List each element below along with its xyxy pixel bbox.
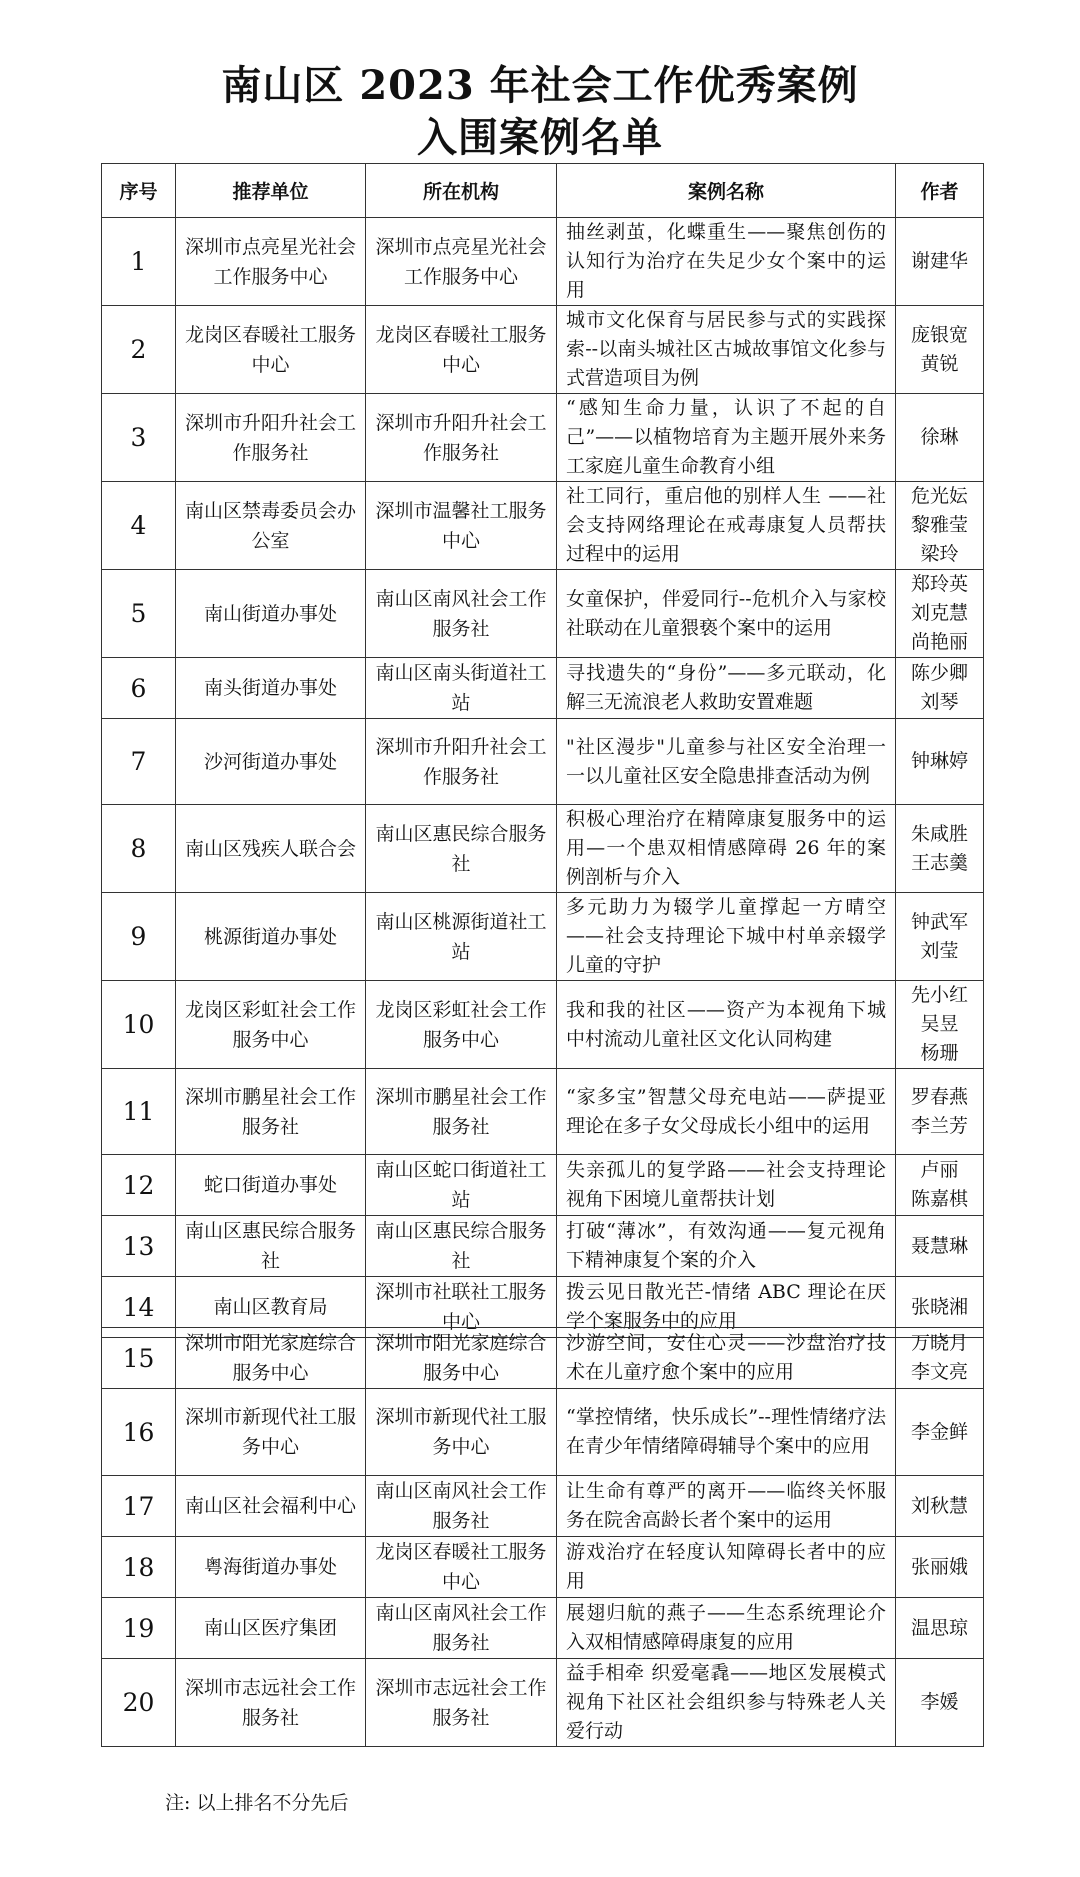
row-unit: 南山区教育局 <box>176 1277 366 1338</box>
case-list-table-part2 <box>101 1327 984 1747</box>
row-author: 温思琼 <box>896 1598 984 1659</box>
row-author: 张晓湘 <box>896 1277 984 1338</box>
row-unit: 深圳市升阳升社会工作服务社 <box>176 394 366 482</box>
row-org: 深圳市升阳升社会工作服务社 <box>366 719 557 805</box>
row-author: 陈少卿 刘琴 <box>896 658 984 719</box>
table-row <box>102 805 984 893</box>
row-org: 南山区南头街道社工站 <box>366 658 557 719</box>
row-author: 危光妘 黎雅莹 梁玲 <box>896 482 984 570</box>
row-unit: 南山街道办事处 <box>176 570 366 658</box>
row-no: 10 <box>102 981 176 1069</box>
row-unit: 深圳市志远社会工作服务社 <box>176 1659 366 1747</box>
row-unit: 深圳市新现代社工服务中心 <box>176 1389 366 1476</box>
table-row <box>102 893 984 981</box>
row-unit: 南山区医疗集团 <box>176 1598 366 1659</box>
table-row <box>102 1659 984 1747</box>
row-org: 深圳市鹏星社会工作服务社 <box>366 1069 557 1155</box>
row-org: 南山区蛇口街道社工站 <box>366 1155 557 1216</box>
row-author: 万晓月 李文亮 <box>896 1328 984 1389</box>
page-subtitle: 入围案例名单 <box>417 114 663 161</box>
row-no: 1 <box>102 218 176 306</box>
table-row <box>102 1328 984 1389</box>
row-no: 8 <box>102 805 176 893</box>
header-org: 所在机构 <box>366 164 557 218</box>
row-case-name: “掌控情绪，快乐成长”--理性情绪疗法在青少年情绪障碍辅导个案中的应用 <box>557 1389 896 1476</box>
row-no: 4 <box>102 482 176 570</box>
row-case-name: 展翅归航的燕子——生态系统理论介入双相情感障碍康复的应用 <box>557 1598 896 1659</box>
row-unit: 桃源街道办事处 <box>176 893 366 981</box>
row-no: 11 <box>102 1069 176 1155</box>
row-author: 朱咸胜 王志羹 <box>896 805 984 893</box>
row-org: 南山区南风社会工作服务社 <box>366 1598 557 1659</box>
row-author: 张丽娥 <box>896 1537 984 1598</box>
table-row <box>102 1476 984 1537</box>
row-case-name: 让生命有尊严的离开——临终关怀服务在院舍高龄长者个案中的运用 <box>557 1476 896 1537</box>
row-no: 14 <box>102 1277 176 1338</box>
header-author: 作者 <box>896 164 984 218</box>
header-no: 序号 <box>102 164 176 218</box>
row-org: 龙岗区春暖社工服务中心 <box>366 306 557 394</box>
row-author: 钟琳婷 <box>896 719 984 805</box>
row-org: 龙岗区彩虹社会工作服务中心 <box>366 981 557 1069</box>
row-org: 南山区惠民综合服务社 <box>366 1216 557 1277</box>
row-author: 聂慧琳 <box>896 1216 984 1277</box>
row-no: 15 <box>102 1328 176 1389</box>
row-case-name: “家多宝”智慧父母充电站——萨提亚理论在多子女父母成长小组中的运用 <box>557 1069 896 1155</box>
row-no: 9 <box>102 893 176 981</box>
row-case-name: 打破“薄冰”，有效沟通——复元视角下精神康复个案的介入 <box>557 1216 896 1277</box>
row-unit: 深圳市鹏星社会工作服务社 <box>176 1069 366 1155</box>
row-case-name: 益手相牵 织爱毫毳——地区发展模式视角下社区社会组织参与特殊老人关爱行动 <box>557 1659 896 1747</box>
row-no: 5 <box>102 570 176 658</box>
footnote: 注: 以上排名不分先后 <box>165 1792 349 1814</box>
table-row <box>102 1537 984 1598</box>
row-case-name: 城市文化保育与居民参与式的实践探索--以南头城社区古城故事馆文化参与式营造项目为例 <box>557 306 896 394</box>
row-no: 13 <box>102 1216 176 1277</box>
row-author: 李金鲜 <box>896 1389 984 1476</box>
table-row <box>102 1598 984 1659</box>
row-unit: 深圳市阳光家庭综合服务中心 <box>176 1328 366 1389</box>
header-unit: 推荐单位 <box>176 164 366 218</box>
table-row <box>102 1389 984 1476</box>
row-unit: 蛇口街道办事处 <box>176 1155 366 1216</box>
row-org: 龙岗区春暖社工服务中心 <box>366 1537 557 1598</box>
table-row <box>102 1216 984 1277</box>
row-unit: 南头街道办事处 <box>176 658 366 719</box>
row-author: 卢丽 陈嘉棋 <box>896 1155 984 1216</box>
row-org: 深圳市社联社工服务中心 <box>366 1277 557 1338</box>
row-unit: 深圳市点亮星光社会工作服务中心 <box>176 218 366 306</box>
row-org: 深圳市新现代社工服务中心 <box>366 1389 557 1476</box>
row-case-name: 沙游空间，安住心灵——沙盘治疗技术在儿童疗愈个案中的应用 <box>557 1328 896 1389</box>
row-case-name: 多元助力为辍学儿童撑起一方晴空——社会支持理论下城中村单亲辍学儿童的守护 <box>557 893 896 981</box>
table-row <box>102 1155 984 1216</box>
row-org: 南山区惠民综合服务社 <box>366 805 557 893</box>
row-org: 深圳市升阳升社会工作服务社 <box>366 394 557 482</box>
row-author: 徐琳 <box>896 394 984 482</box>
row-case-name: "社区漫步"儿童参与社区安全治理一一以儿童社区安全隐患排查活动为例 <box>557 719 896 805</box>
row-author: 郑玲英 刘克慧 尚艳丽 <box>896 570 984 658</box>
row-case-name: 失亲孤儿的复学路——社会支持理论视角下困境儿童帮扶计划 <box>557 1155 896 1216</box>
row-case-name: 游戏治疗在轻度认知障碍长者中的应用 <box>557 1537 896 1598</box>
table-row <box>102 719 984 805</box>
row-no: 7 <box>102 719 176 805</box>
row-unit: 南山区惠民综合服务社 <box>176 1216 366 1277</box>
row-no: 17 <box>102 1476 176 1537</box>
row-no: 19 <box>102 1598 176 1659</box>
row-unit: 龙岗区彩虹社会工作服务中心 <box>176 981 366 1069</box>
row-unit: 龙岗区春暖社工服务中心 <box>176 306 366 394</box>
row-author: 谢建华 <box>896 218 984 306</box>
row-unit: 粤海街道办事处 <box>176 1537 366 1598</box>
table-row <box>102 1069 984 1155</box>
table-row <box>102 981 984 1069</box>
table-header-row <box>102 164 984 218</box>
row-no: 6 <box>102 658 176 719</box>
header-case: 案例名称 <box>557 164 896 218</box>
row-no: 18 <box>102 1537 176 1598</box>
row-author: 李媛 <box>896 1659 984 1747</box>
row-case-name: “感知生命力量，认识了不起的自己”——以植物培育为主题开展外来务工家庭儿童生命教育小组 <box>557 394 896 482</box>
row-no: 12 <box>102 1155 176 1216</box>
row-case-name: 我和我的社区——资产为本视角下城中村流动儿童社区文化认同构建 <box>557 981 896 1069</box>
row-org: 南山区桃源街道社工站 <box>366 893 557 981</box>
row-unit: 南山区社会福利中心 <box>176 1476 366 1537</box>
row-case-name: 社工同行，重启他的别样人生 ——社会支持网络理论在戒毒康复人员帮扶过程中的运用 <box>557 482 896 570</box>
table-row <box>102 306 984 394</box>
row-no: 3 <box>102 394 176 482</box>
case-list-table-part1 <box>101 163 984 1338</box>
row-org: 深圳市志远社会工作服务社 <box>366 1659 557 1747</box>
row-unit: 南山区禁毒委员会办公室 <box>176 482 366 570</box>
row-author: 钟武军 刘莹 <box>896 893 984 981</box>
row-case-name: 寻找遗失的“身份”——多元联动，化解三无流浪老人救助安置难题 <box>557 658 896 719</box>
row-case-name: 积极心理治疗在精障康复服务中的运用—一个患双相情感障碍 26 年的案例剖析与介入 <box>557 805 896 893</box>
row-author: 庞银宽 黄锐 <box>896 306 984 394</box>
row-org: 深圳市温馨社工服务中心 <box>366 482 557 570</box>
table-row <box>102 394 984 482</box>
row-org: 深圳市点亮星光社会工作服务中心 <box>366 218 557 306</box>
row-author: 刘秋慧 <box>896 1476 984 1537</box>
row-case-name: 抽丝剥茧，化蝶重生——聚焦创伤的认知行为治疗在失足少女个案中的运用 <box>557 218 896 306</box>
table-row <box>102 482 984 570</box>
row-org: 南山区南风社会工作服务社 <box>366 570 557 658</box>
table-row <box>102 658 984 719</box>
row-no: 2 <box>102 306 176 394</box>
row-author: 先小红 吴昱 杨珊 <box>896 981 984 1069</box>
table-row <box>102 218 984 306</box>
row-org: 深圳市阳光家庭综合服务中心 <box>366 1328 557 1389</box>
row-author: 罗春燕 李兰芳 <box>896 1069 984 1155</box>
row-no: 16 <box>102 1389 176 1476</box>
page-title: 南山区 2023 年社会工作优秀案例 <box>221 62 859 109</box>
row-case-name: 女童保护，伴爱同行--危机介入与家校社联动在儿童猥亵个案中的运用 <box>557 570 896 658</box>
row-org: 南山区南风社会工作服务社 <box>366 1476 557 1537</box>
row-case-name: 拨云见日散光芒-情绪 ABC 理论在厌学个案服务中的应用 <box>557 1277 896 1338</box>
row-unit: 南山区残疾人联合会 <box>176 805 366 893</box>
table-row <box>102 570 984 658</box>
row-no: 20 <box>102 1659 176 1747</box>
row-unit: 沙河街道办事处 <box>176 719 366 805</box>
